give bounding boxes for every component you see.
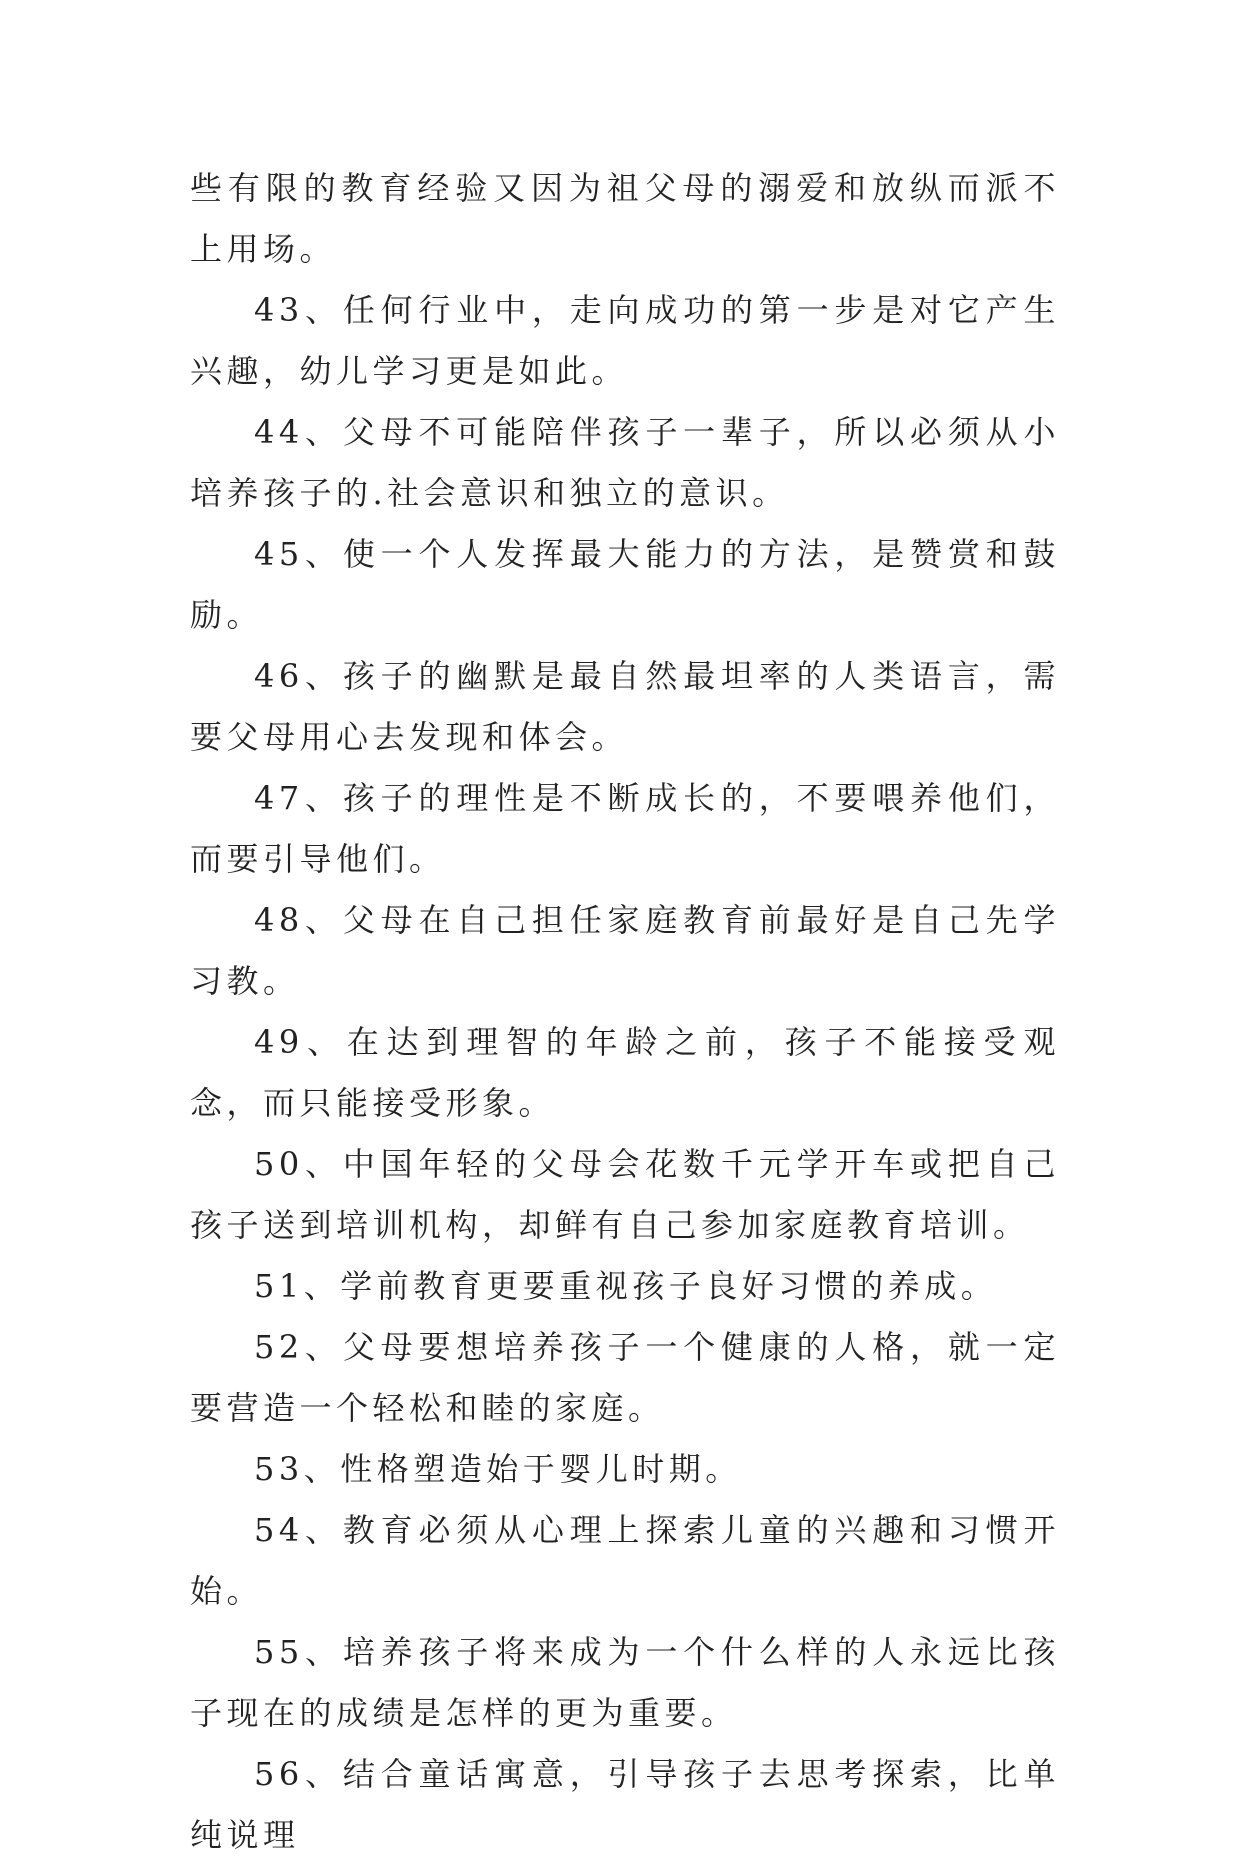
paragraph-item-50: 50、中国年轻的父母会花数千元学开车或把自己孩子送到培训机构，却鲜有自己参加家庭教育培训。 bbox=[190, 1145, 1060, 1244]
paragraph-item-44: 44、父母不可能陪伴孩子一辈子，所以必须从小培养孩子的.社会意识和独立的意识。 bbox=[190, 413, 1060, 512]
paragraph-item-43: 43、任何行业中，走向成功的第一步是对它产生兴趣，幼儿学习更是如此。 bbox=[190, 291, 1060, 390]
document-body bbox=[190, 158, 1060, 1866]
paragraph-continuation: 些有限的教育经验又因为祖父母的溺爱和放纵而派不上用场。 bbox=[190, 169, 1060, 268]
paragraph-item-49: 49、在达到理智的年龄之前，孩子不能接受观念，而只能接受形象。 bbox=[190, 1023, 1060, 1122]
paragraph-item-55: 55、培养孩子将来成为一个什么样的人永远比孩子现在的成绩是怎样的更为重要。 bbox=[190, 1633, 1060, 1732]
paragraph-item-52: 52、父母要想培养孩子一个健康的人格，就一定要营造一个轻松和睦的家庭。 bbox=[190, 1328, 1060, 1427]
paragraph-item-46: 46、孩子的幽默是最自然最坦率的人类语言，需要父母用心去发现和体会。 bbox=[190, 657, 1060, 756]
paragraph-item-56: 56、结合童话寓意，引导孩子去思考探索，比单纯说理 bbox=[190, 1755, 1060, 1854]
paragraph-item-45: 45、使一个人发挥最大能力的方法，是赞赏和鼓励。 bbox=[190, 535, 1060, 634]
paragraph-item-48: 48、父母在自己担任家庭教育前最好是自己先学习教。 bbox=[190, 901, 1060, 1000]
paragraph-item-51: 51、学前教育更要重视孩子良好习惯的养成。 bbox=[254, 1267, 998, 1305]
paragraph-item-47: 47、孩子的理性是不断成长的，不要喂养他们，而要引导他们。 bbox=[190, 779, 1060, 878]
paragraph-item-53: 53、性格塑造始于婴儿时期。 bbox=[254, 1450, 742, 1488]
paragraph-item-54: 54、教育必须从心理上探索儿童的兴趣和习惯开始。 bbox=[190, 1511, 1060, 1610]
